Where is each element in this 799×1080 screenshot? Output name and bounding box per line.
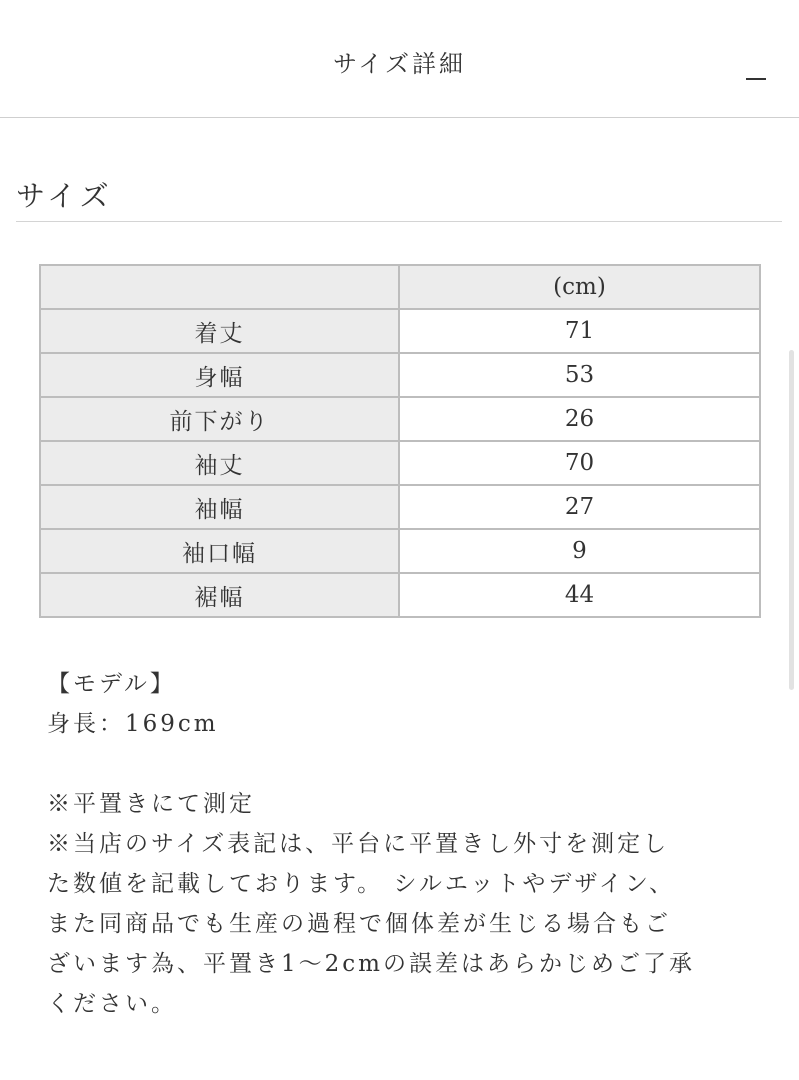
note-line: また同商品でも生産の過程で個体差が生じる場合もご	[47, 911, 671, 937]
row-value: 53	[399, 353, 760, 397]
table-row	[40, 485, 760, 529]
size-notes	[47, 664, 767, 1024]
row-label: 前下がり	[40, 397, 399, 441]
table-header-empty-cell	[40, 265, 399, 309]
section-divider	[16, 221, 782, 222]
note-line: ※平置きにて測定	[47, 791, 255, 817]
table-row	[40, 353, 760, 397]
table-row	[40, 441, 760, 485]
model-heading: 【モデル】	[47, 671, 176, 697]
size-table	[39, 264, 761, 618]
accordion-title: サイズ詳細	[332, 50, 467, 78]
table-row	[40, 529, 760, 573]
accordion-header[interactable]	[0, 0, 799, 118]
row-value: 70	[399, 441, 760, 485]
row-label: 袖丈	[40, 441, 399, 485]
model-height: 身長：169cm	[47, 711, 219, 737]
table-row	[40, 397, 760, 441]
row-label: 着丈	[40, 309, 399, 353]
note-line: ください。	[47, 991, 177, 1017]
note-line: ざいます為、平置き1〜2cmの誤差はあらかじめご了承	[47, 951, 695, 977]
section-title: サイズ	[16, 179, 113, 213]
row-label: 裾幅	[40, 573, 399, 617]
row-label: 袖口幅	[40, 529, 399, 573]
row-label: 身幅	[40, 353, 399, 397]
note-line: ※当店のサイズ表記は、平台に平置きし外寸を測定し	[47, 831, 670, 857]
row-value: 44	[399, 573, 760, 617]
note-line: た数値を記載しております。 シルエットやデザイン、	[47, 871, 675, 897]
row-label: 袖幅	[40, 485, 399, 529]
row-value: 71	[399, 309, 760, 353]
row-value: 26	[399, 397, 760, 441]
row-value: 27	[399, 485, 760, 529]
table-row	[40, 309, 760, 353]
spacer	[47, 744, 767, 784]
table-header-unit: (cm)	[399, 265, 760, 309]
table-row	[40, 573, 760, 617]
minus-icon	[746, 78, 766, 80]
row-value: 9	[399, 529, 760, 573]
scrollbar[interactable]	[789, 350, 794, 690]
table-header-row	[40, 265, 760, 309]
collapse-button[interactable]	[746, 58, 766, 82]
